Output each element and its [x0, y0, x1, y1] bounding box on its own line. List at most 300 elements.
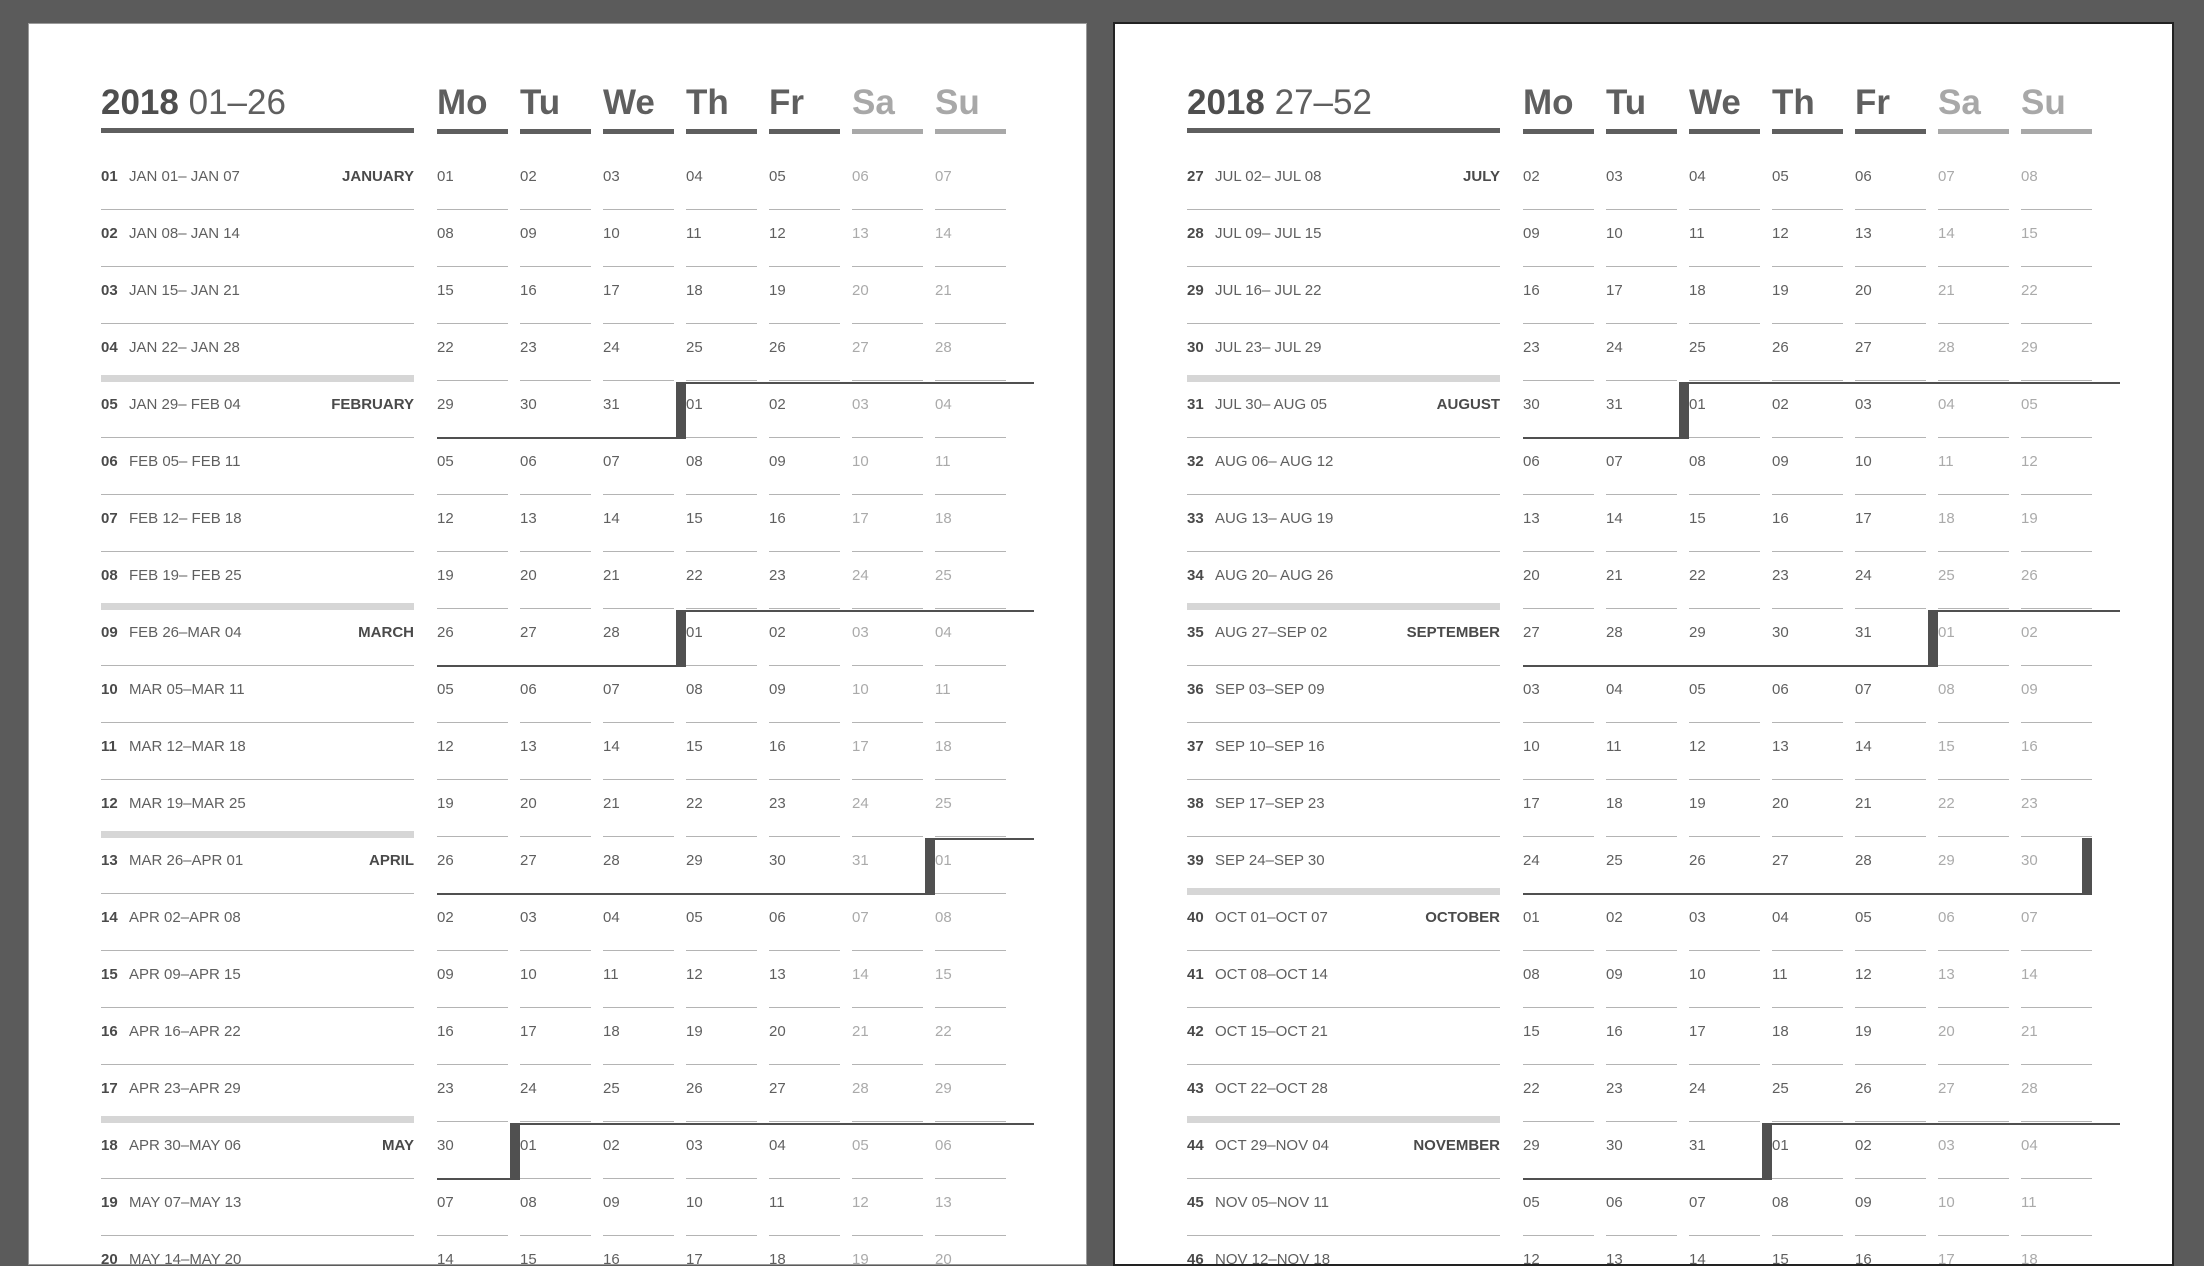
day-cell-divider — [1689, 437, 1760, 438]
day-header-sa: Sa — [852, 83, 895, 122]
day-cell: 20 — [1855, 282, 1872, 299]
day-cell: 27 — [520, 624, 537, 641]
day-cell-divider — [1606, 551, 1677, 552]
week-number: 45 — [1187, 1194, 1204, 1211]
week-row-divider — [101, 893, 414, 894]
month-separator-band — [101, 375, 414, 382]
week-number: 19 — [101, 1194, 118, 1211]
week-row-divider — [1187, 1007, 1500, 1008]
page-title — [101, 85, 286, 120]
month-separator-band — [101, 831, 414, 838]
day-cell: 28 — [603, 852, 620, 869]
month-separator-band — [1187, 888, 1500, 895]
day-cell: 02 — [1772, 396, 1789, 413]
day-cell: 21 — [1606, 567, 1623, 584]
day-cell-divider — [1938, 665, 2009, 666]
day-cell-divider — [1606, 494, 1677, 495]
day-cell-divider — [603, 266, 674, 267]
day-cell: 04 — [935, 624, 952, 641]
day-cell: 29 — [1938, 852, 1955, 869]
day-cell-divider — [1772, 1007, 1843, 1008]
day-cell-divider — [1606, 779, 1677, 780]
day-cell: 10 — [603, 225, 620, 242]
day-cell-divider — [1772, 494, 1843, 495]
day-cell-divider — [852, 779, 923, 780]
day-cell: 22 — [437, 339, 454, 356]
week-row-divider — [101, 722, 414, 723]
day-cell-divider — [1606, 323, 1677, 324]
day-cell-divider — [2021, 266, 2092, 267]
day-cell-divider — [1855, 950, 1926, 951]
day-cell: 13 — [1523, 510, 1540, 527]
week-calendar — [29, 24, 1086, 1264]
day-cell-divider — [520, 323, 591, 324]
day-cell-divider — [852, 1235, 923, 1236]
day-cell-divider — [852, 1064, 923, 1065]
day-cell-divider — [1772, 323, 1843, 324]
day-cell-divider — [1606, 266, 1677, 267]
day-cell: 01 — [1772, 1137, 1789, 1154]
day-cell: 09 — [769, 453, 786, 470]
day-cell: 16 — [1855, 1251, 1872, 1266]
day-cell: 03 — [520, 909, 537, 926]
day-cell-divider — [1938, 437, 2009, 438]
day-cell-divider — [1772, 1121, 1843, 1122]
day-cell: 22 — [935, 1023, 952, 1040]
day-cell-divider — [769, 950, 840, 951]
day-cell: 27 — [1938, 1080, 1955, 1097]
day-cell: 21 — [603, 795, 620, 812]
day-cell: 29 — [686, 852, 703, 869]
day-cell: 21 — [1855, 795, 1872, 812]
week-date-range: JAN 01– JAN 07 — [129, 168, 240, 185]
day-cell-divider — [2021, 1178, 2092, 1179]
day-cell: 16 — [520, 282, 537, 299]
day-header-underline — [437, 129, 508, 134]
day-header-underline — [1938, 129, 2009, 134]
week-number: 17 — [101, 1080, 118, 1097]
day-cell-divider — [769, 722, 840, 723]
day-cell-divider — [603, 1178, 674, 1179]
day-cell: 18 — [1938, 510, 1955, 527]
day-cell: 17 — [1689, 1023, 1706, 1040]
month-boundary-marker — [676, 610, 686, 667]
week-row-divider — [101, 1064, 414, 1065]
day-cell: 15 — [935, 966, 952, 983]
week-number: 39 — [1187, 852, 1204, 869]
week-number: 16 — [101, 1023, 118, 1040]
day-cell: 12 — [2021, 453, 2038, 470]
day-cell: 09 — [2021, 681, 2038, 698]
week-number: 40 — [1187, 909, 1204, 926]
day-cell-divider — [1606, 608, 1677, 609]
year-label: 2018 — [101, 83, 179, 122]
day-cell-divider — [935, 1007, 1006, 1008]
day-cell: 15 — [520, 1251, 537, 1265]
day-cell-divider — [437, 608, 508, 609]
day-cell: 04 — [603, 909, 620, 926]
week-row — [29, 1123, 1086, 1180]
day-cell: 11 — [603, 966, 619, 983]
day-cell: 22 — [686, 567, 703, 584]
month-separator-band — [1187, 375, 1500, 382]
week-row-divider — [1187, 266, 1500, 267]
day-cell-divider — [1938, 551, 2009, 552]
day-cell: 23 — [1606, 1080, 1623, 1097]
month-boundary-top-line — [510, 1123, 1034, 1125]
day-cell: 08 — [686, 453, 703, 470]
day-cell: 19 — [1689, 795, 1706, 812]
day-cell: 14 — [603, 738, 620, 755]
day-cell-divider — [935, 1178, 1006, 1179]
day-cell: 14 — [935, 225, 952, 242]
day-cell: 23 — [769, 567, 786, 584]
day-cell: 12 — [769, 225, 786, 242]
day-cell: 07 — [1938, 168, 1955, 185]
month-boundary-marker — [2082, 838, 2092, 895]
day-cell: 17 — [686, 1251, 703, 1265]
week-date-range: NOV 12–NOV 18 — [1215, 1251, 1331, 1266]
day-cell-divider — [437, 1121, 508, 1122]
day-cell-divider — [686, 209, 757, 210]
day-cell-divider — [935, 665, 1006, 666]
day-header-underline — [935, 129, 1006, 134]
week-number: 37 — [1187, 738, 1204, 755]
day-cell-divider — [520, 950, 591, 951]
day-cell: 07 — [603, 681, 620, 698]
week-number: 03 — [101, 282, 118, 299]
day-cell: 04 — [686, 168, 703, 185]
day-cell-divider — [1689, 1007, 1760, 1008]
day-cell: 17 — [520, 1023, 537, 1040]
month-boundary-top-line — [1928, 610, 2120, 612]
week-number: 14 — [101, 909, 118, 926]
week-number: 38 — [1187, 795, 1204, 812]
day-cell-divider — [852, 608, 923, 609]
day-cell: 21 — [935, 282, 952, 299]
day-header-tu: Tu — [520, 83, 561, 122]
day-cell-divider — [852, 494, 923, 495]
week-row — [29, 211, 1086, 268]
day-cell-divider — [520, 1121, 591, 1122]
day-cell-divider — [769, 494, 840, 495]
day-cell-divider — [520, 1007, 591, 1008]
day-cell-divider — [1606, 1121, 1677, 1122]
day-cell-divider — [520, 779, 591, 780]
day-cell-divider — [1689, 779, 1760, 780]
week-row — [1115, 439, 2172, 496]
month-boundary-top-line — [925, 838, 1034, 840]
week-number: 31 — [1187, 396, 1204, 413]
week-date-range: APR 09–APR 15 — [129, 966, 241, 983]
day-cell-divider — [520, 551, 591, 552]
week-row — [1115, 952, 2172, 1009]
month-boundary-marker — [1679, 382, 1689, 439]
day-cell: 23 — [1523, 339, 1540, 356]
week-row — [1115, 1123, 2172, 1180]
day-cell: 05 — [1689, 681, 1706, 698]
day-cell-divider — [437, 209, 508, 210]
day-header-th: Th — [686, 83, 729, 122]
day-cell-divider — [686, 836, 757, 837]
week-number: 13 — [101, 852, 118, 869]
day-cell: 16 — [437, 1023, 454, 1040]
day-cell-divider — [1523, 1064, 1594, 1065]
day-cell: 15 — [1772, 1251, 1789, 1266]
day-cell: 12 — [686, 966, 703, 983]
day-cell: 07 — [852, 909, 869, 926]
day-cell: 05 — [437, 453, 454, 470]
day-cell-divider — [603, 551, 674, 552]
day-cell-divider — [769, 437, 840, 438]
day-cell-divider — [603, 836, 674, 837]
day-header-mo: Mo — [437, 83, 488, 122]
day-cell: 01 — [1938, 624, 1955, 641]
day-cell: 07 — [1606, 453, 1623, 470]
week-date-range: JAN 29– FEB 04 — [129, 396, 241, 413]
day-cell: 20 — [769, 1023, 786, 1040]
day-cell-divider — [935, 608, 1006, 609]
week-number: 28 — [1187, 225, 1204, 242]
week-row-divider — [1187, 494, 1500, 495]
day-cell: 11 — [686, 225, 702, 242]
day-cell-divider — [686, 665, 757, 666]
day-cell: 05 — [1855, 909, 1872, 926]
day-cell: 10 — [1523, 738, 1540, 755]
day-cell-divider — [1523, 494, 1594, 495]
day-cell-divider — [769, 551, 840, 552]
week-number: 02 — [101, 225, 118, 242]
day-cell: 18 — [603, 1023, 620, 1040]
month-label: OCTOBER — [1425, 909, 1500, 926]
week-row-divider — [101, 266, 414, 267]
day-cell: 04 — [769, 1137, 786, 1154]
day-cell: 08 — [1523, 966, 1540, 983]
day-cell: 19 — [2021, 510, 2038, 527]
week-date-range: JAN 22– JAN 28 — [129, 339, 240, 356]
day-cell-divider — [686, 1235, 757, 1236]
day-cell: 26 — [2021, 567, 2038, 584]
day-cell: 30 — [1606, 1137, 1623, 1154]
day-cell-divider — [437, 494, 508, 495]
day-cell-divider — [1855, 722, 1926, 723]
day-cell-divider — [686, 1178, 757, 1179]
day-cell: 05 — [1772, 168, 1789, 185]
day-cell-divider — [1689, 266, 1760, 267]
day-cell-divider — [852, 665, 923, 666]
day-cell: 23 — [437, 1080, 454, 1097]
week-row — [29, 1009, 1086, 1066]
day-cell: 24 — [603, 339, 620, 356]
day-cell-divider — [686, 551, 757, 552]
day-cell: 13 — [1938, 966, 1955, 983]
day-cell: 24 — [1606, 339, 1623, 356]
day-cell-divider — [603, 323, 674, 324]
day-cell: 12 — [1523, 1251, 1540, 1266]
day-cell-divider — [1523, 836, 1594, 837]
day-cell: 22 — [1689, 567, 1706, 584]
week-number: 36 — [1187, 681, 1204, 698]
day-cell-divider — [935, 836, 1006, 837]
day-cell-divider — [2021, 779, 2092, 780]
day-cell-divider — [769, 836, 840, 837]
week-row — [1115, 667, 2172, 724]
week-row-divider — [1187, 1178, 1500, 1179]
week-row — [29, 496, 1086, 553]
day-cell-divider — [2021, 608, 2092, 609]
month-label: SEPTEMBER — [1406, 624, 1500, 641]
week-row — [29, 325, 1086, 382]
week-number: 27 — [1187, 168, 1204, 185]
week-number: 15 — [101, 966, 118, 983]
week-date-range: OCT 15–OCT 21 — [1215, 1023, 1328, 1040]
day-cell: 25 — [1689, 339, 1706, 356]
day-cell-divider — [437, 1007, 508, 1008]
month-boundary-marker — [1762, 1123, 1772, 1180]
day-cell-divider — [1938, 779, 2009, 780]
day-cell-divider — [769, 608, 840, 609]
day-cell: 13 — [935, 1194, 952, 1211]
day-cell: 05 — [686, 909, 703, 926]
day-cell: 15 — [1523, 1023, 1540, 1040]
day-cell-divider — [437, 1064, 508, 1065]
day-cell: 08 — [520, 1194, 537, 1211]
day-cell-divider — [686, 722, 757, 723]
day-cell-divider — [852, 950, 923, 951]
day-cell: 16 — [769, 738, 786, 755]
month-boundary-top-line — [1762, 1123, 2120, 1125]
day-cell-divider — [1606, 1007, 1677, 1008]
day-cell-divider — [1855, 266, 1926, 267]
day-cell-divider — [852, 437, 923, 438]
day-cell-divider — [520, 608, 591, 609]
day-cell-divider — [1938, 1064, 2009, 1065]
day-cell: 01 — [437, 168, 454, 185]
day-cell: 14 — [1606, 510, 1623, 527]
week-calendar — [1115, 24, 2172, 1264]
week-date-range: FEB 19– FEB 25 — [129, 567, 242, 584]
week-date-range: APR 16–APR 22 — [129, 1023, 241, 1040]
day-cell: 08 — [686, 681, 703, 698]
day-cell-divider — [1689, 1121, 1760, 1122]
day-cell-divider — [1523, 209, 1594, 210]
day-cell-divider — [603, 722, 674, 723]
day-cell-divider — [1523, 323, 1594, 324]
week-date-range: APR 30–MAY 06 — [129, 1137, 242, 1154]
day-cell: 20 — [520, 567, 537, 584]
day-header-mo: Mo — [1523, 83, 1574, 122]
week-row — [29, 667, 1086, 724]
day-cell: 02 — [603, 1137, 620, 1154]
day-cell-divider — [2021, 437, 2092, 438]
day-cell: 09 — [769, 681, 786, 698]
week-row — [29, 895, 1086, 952]
day-cell: 01 — [1689, 396, 1706, 413]
day-cell-divider — [520, 494, 591, 495]
day-cell: 26 — [437, 852, 454, 869]
day-cell-divider — [1606, 722, 1677, 723]
day-cell: 02 — [1606, 909, 1623, 926]
day-cell-divider — [1855, 1007, 1926, 1008]
day-cell: 13 — [769, 966, 786, 983]
day-cell: 30 — [769, 852, 786, 869]
day-cell: 26 — [769, 339, 786, 356]
day-cell: 06 — [1606, 1194, 1623, 1211]
day-cell-divider — [686, 1064, 757, 1065]
day-cell-divider — [437, 722, 508, 723]
week-row — [29, 952, 1086, 1009]
day-cell-divider — [935, 722, 1006, 723]
day-cell: 06 — [852, 168, 869, 185]
day-header-underline — [1855, 129, 1926, 134]
day-cell: 11 — [935, 453, 951, 470]
day-cell-divider — [1689, 836, 1760, 837]
day-cell-divider — [520, 380, 591, 381]
week-row — [29, 439, 1086, 496]
day-cell-divider — [769, 1064, 840, 1065]
day-cell-divider — [1855, 1235, 1926, 1236]
day-cell: 11 — [1606, 738, 1622, 755]
day-cell-divider — [769, 323, 840, 324]
day-cell: 31 — [1689, 1137, 1706, 1154]
day-cell: 28 — [603, 624, 620, 641]
day-cell-divider — [1772, 1064, 1843, 1065]
day-cell: 01 — [935, 852, 952, 869]
day-cell: 02 — [520, 168, 537, 185]
day-cell-divider — [935, 1121, 1006, 1122]
day-cell: 02 — [1855, 1137, 1872, 1154]
day-cell-divider — [2021, 950, 2092, 951]
day-cell: 20 — [1523, 567, 1540, 584]
day-cell-divider — [769, 1007, 840, 1008]
day-cell: 06 — [520, 681, 537, 698]
day-cell: 07 — [1855, 681, 1872, 698]
week-row — [29, 1066, 1086, 1123]
day-cell: 17 — [603, 282, 620, 299]
day-cell: 20 — [852, 282, 869, 299]
day-cell-divider — [603, 608, 674, 609]
week-number: 04 — [101, 339, 118, 356]
week-number: 18 — [101, 1137, 118, 1154]
week-row — [29, 382, 1086, 439]
day-cell-divider — [1772, 950, 1843, 951]
day-cell: 16 — [1523, 282, 1540, 299]
week-date-range: JUL 16– JUL 22 — [1215, 282, 1322, 299]
day-cell: 08 — [1772, 1194, 1789, 1211]
day-cell: 12 — [1855, 966, 1872, 983]
day-cell: 20 — [935, 1251, 952, 1265]
day-cell-divider — [1689, 323, 1760, 324]
day-cell-divider — [769, 665, 840, 666]
day-cell: 29 — [1523, 1137, 1540, 1154]
week-date-range: MAR 05–MAR 11 — [129, 681, 245, 698]
week-number: 12 — [101, 795, 118, 812]
day-cell: 31 — [1606, 396, 1623, 413]
month-separator-band — [101, 603, 414, 610]
day-cell: 17 — [852, 510, 869, 527]
day-cell: 25 — [1938, 567, 1955, 584]
day-cell-divider — [1606, 1064, 1677, 1065]
week-date-range: NOV 05–NOV 11 — [1215, 1194, 1329, 1211]
day-cell-divider — [769, 266, 840, 267]
week-row-divider — [1187, 209, 1500, 210]
day-cell-divider — [2021, 209, 2092, 210]
day-cell: 15 — [1938, 738, 1955, 755]
day-cell: 19 — [852, 1251, 869, 1265]
week-row-divider — [1187, 779, 1500, 780]
day-cell-divider — [1606, 836, 1677, 837]
day-cell-divider — [852, 323, 923, 324]
